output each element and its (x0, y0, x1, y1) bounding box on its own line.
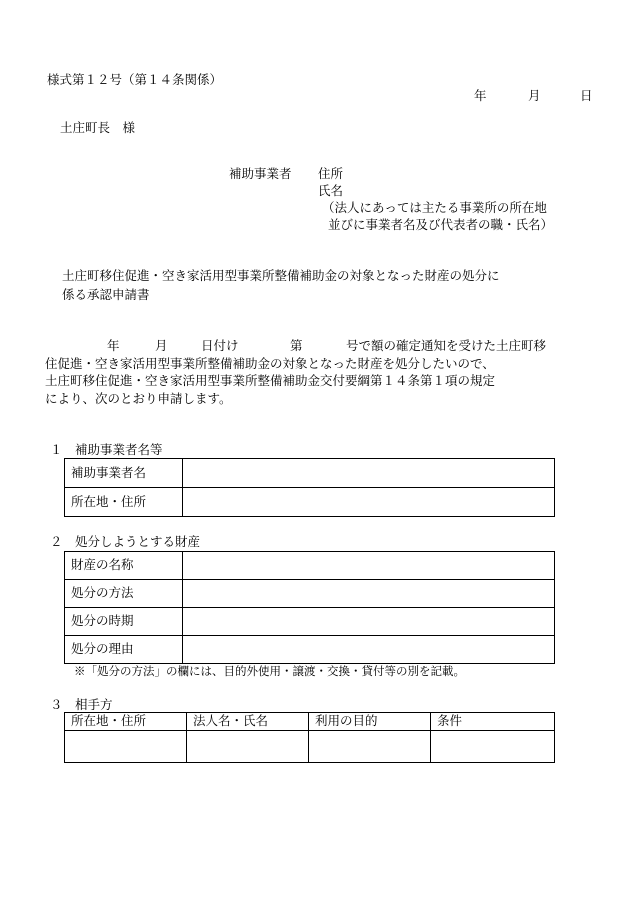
section3-heading: ３ 相手方 (50, 697, 113, 712)
table-row (65, 608, 555, 636)
table-row (65, 488, 555, 517)
section2-heading: ２ 処分しようとする財産 (50, 534, 201, 549)
row-label: 財産の名称 (65, 552, 183, 580)
column-header-conditions: 条件 (431, 713, 555, 731)
section2-note: ※「処分の方法」の欄には、目的外使用・譲渡・交換・貸付等の別を記載。 (74, 664, 465, 678)
cell-conditions[interactable] (431, 731, 555, 763)
applicant-name-label: 氏名 (318, 183, 344, 198)
column-header-name: 法人名・氏名 (187, 713, 309, 731)
body-month: 月 (155, 338, 168, 353)
table-row (65, 636, 555, 664)
section1-table (64, 458, 555, 517)
applicant-note-line2: 並びに事業者名及び代表者の職・氏名） (328, 217, 554, 232)
body-line1-rest: 号で額の確定通知を受けた土庄町移 (346, 338, 547, 353)
cell-address[interactable] (65, 731, 187, 763)
column-header-purpose: 利用の目的 (309, 713, 431, 731)
table-row (65, 552, 555, 580)
row-label: 処分の方法 (65, 580, 183, 608)
table-row (65, 459, 555, 488)
applicant-label: 補助事業者 (229, 166, 292, 181)
date-year-label: 年 (474, 88, 487, 103)
section2-table (64, 551, 555, 664)
cell-name[interactable] (187, 731, 309, 763)
table-header-row (65, 713, 555, 731)
body-line2: 住促進・空き家活用型事業所整備補助金の対象となった財産を処分したいので、 (45, 356, 495, 371)
row-label: 所在地・住所 (65, 488, 183, 517)
section3-table (64, 712, 555, 763)
body-line4: により、次のとおり申請します。 (45, 391, 232, 406)
column-header-address: 所在地・住所 (65, 713, 187, 731)
section1-heading: １ 補助事業者名等 (50, 442, 163, 457)
document-title-line1: 土庄町移住促進・空き家活用型事業所整備補助金の対象となった財産の処分に (62, 268, 500, 283)
addressee: 土庄町長 様 (60, 120, 136, 135)
row-label: 補助事業者名 (65, 459, 183, 488)
applicant-address-label: 住所 (318, 166, 344, 181)
body-line3: 土庄町移住促進・空き家活用型事業所整備補助金交付要綱第１４条第１項の規定 (45, 373, 496, 388)
row-label: 処分の理由 (65, 636, 183, 664)
row-value[interactable] (183, 636, 555, 664)
applicant-note-line1: （法人にあっては主たる事業所の所在地 (322, 200, 547, 215)
table-row (65, 580, 555, 608)
document-title-line2: 係る承認申請書 (62, 287, 150, 302)
form-number: 様式第１２号（第１４条関係） (47, 72, 223, 87)
body-year: 年 (107, 338, 120, 353)
date-month-label: 月 (528, 88, 541, 103)
row-value[interactable] (183, 488, 555, 517)
date-day-label: 日 (580, 88, 593, 103)
body-day: 日付け (201, 338, 239, 353)
body-dai: 第 (290, 338, 303, 353)
row-value[interactable] (183, 608, 555, 636)
row-value[interactable] (183, 552, 555, 580)
cell-purpose[interactable] (309, 731, 431, 763)
row-value[interactable] (183, 459, 555, 488)
row-label: 処分の時期 (65, 608, 183, 636)
table-row (65, 731, 555, 763)
row-value[interactable] (183, 580, 555, 608)
